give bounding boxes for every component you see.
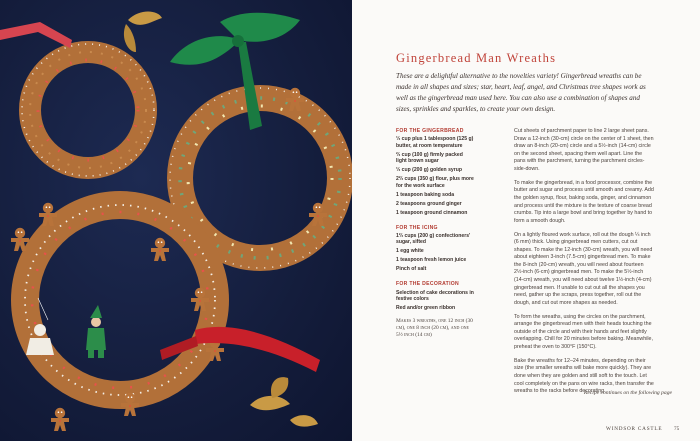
- ingredient: 2⅔ cups (350 g) flour, plus more for the work surface: [396, 176, 474, 189]
- gingerbread-heading: FOR THE GINGERBREAD: [396, 128, 464, 134]
- ingredient: 1 teaspoon baking soda: [396, 191, 455, 198]
- method-step: Bake the wreaths for 12–24 minutes, depending on their size (the smaller wreaths will bake more quickly). They are done when they are golden and still soft to the touch. Let cool completely on the pans on wire racks, then transfer the wreaths to the racks before decorating.: [514, 357, 654, 395]
- ingredient: ⅓ cup plus 1 tablespoon (125 g) butter, at room temperature: [396, 136, 474, 149]
- gold-leaf-bottom: [250, 377, 318, 427]
- recipe-intro: These are a delightful alternative to the novelties variety! Gingerbread wreaths can be made in all shapes and sizes; star, heart, leaf, angel, and Christmas tree shapes work as well as the gingerbread man used here. You can also use a combination of shapes and sizes, sprinkles and sparkles, to create your own design.: [396, 72, 646, 113]
- recipe-page: [352, 0, 700, 441]
- method-column: [514, 128, 654, 402]
- method-step: To form the wreaths, using the circles on the parchment, arrange the gingerbread men with their heads touching the outside of the circle and with their hands and feet slightly overlapping. Chill for 20 minutes before baking. Meanwhile, preheat the oven to 300°F (150°C).: [514, 313, 653, 350]
- bottom-wreath: [25, 205, 215, 395]
- continued-note: Recipe continues on the following page: [583, 390, 672, 396]
- method-step: On a lightly floured work surface, roll out the dough ¼ inch (6 mm) thick. Using gingerbread men cutters, cut out shapes. To make the 12-inch (30-cm) wreath, you will need about eighteen 3-inch (7.5-cm) gingerbread men. To make the 8-inch (20-cm) wreath, you will need about fourteen 2½-inch (6-cm) gingerbread men. To make the 5½-inch (14-cm) wreath, you will need about twelve 1½-inch (4-cm) gingerbread men. If unable to cut out all the shapes you need, gather up the scraps, press together, roll out the dough, and cut out more shapes as needed.: [514, 231, 653, 306]
- ingredient: ⅓ cup (200 g) golden syrup: [396, 167, 462, 174]
- gold-leaf-top: [124, 12, 162, 53]
- running-footer: WINDSOR CASTLE: [606, 426, 663, 432]
- ingredient: Selection of cake decorations in festive colors: [396, 289, 474, 303]
- gingham-ribbon: [0, 22, 72, 48]
- ingredient: 1⅔ cups (200 g) confectioners' sugar, sifted: [396, 233, 471, 246]
- yield-note: Makes 3 wreaths, one 12 inch (30 cm), one 8 inch (20 cm), and one 5½ inch (14 cm): [396, 317, 473, 338]
- ingredient: 1 teaspoon fresh lemon juice: [396, 257, 467, 264]
- ingredient: Pinch of salt: [396, 266, 427, 273]
- ingredient: 1 egg white: [396, 248, 424, 255]
- icing-heading: FOR THE ICING: [396, 224, 438, 231]
- ingredient: Red and/or green ribbon: [396, 305, 456, 312]
- method-step: Cut sheets of parchment paper to line 2 large sheet pans. Draw a 12-inch (30-cm) circle on the center of 1 sheet, then draw an 8-inch (20-cm) circle and a 5½-inch (14-cm) circle on the second sheet, spacing them well apart. Line the pans with the parchment, turning the parchment circles-side-down.: [514, 128, 654, 172]
- ingredient: 2 teaspoons ground ginger: [396, 200, 462, 207]
- recipe-title: Gingerbread Man Wreaths: [396, 51, 557, 65]
- small-wreath: [22, 44, 154, 176]
- ingredient: 1 teaspoon ground cinnamon: [396, 209, 468, 216]
- ingredients-column: [396, 128, 474, 339]
- method-step: To make the gingerbread, in a food processor, combine the butter and sugar and process until smooth and creamy. Add the golden syrup, flour, baking soda, ginger, and cinnamon and process until the mixture is the texture of coarse bread crumbs. Tip into a large bowl and bring together by hand to form a smooth dough.: [514, 179, 654, 224]
- elf-ornament: [86, 305, 106, 358]
- page-number: 75: [674, 426, 680, 432]
- decoration-heading: FOR THE DECORATION: [396, 281, 460, 288]
- ingredient: ⅔ cup (100 g) firmly packed light brown sugar: [396, 151, 463, 165]
